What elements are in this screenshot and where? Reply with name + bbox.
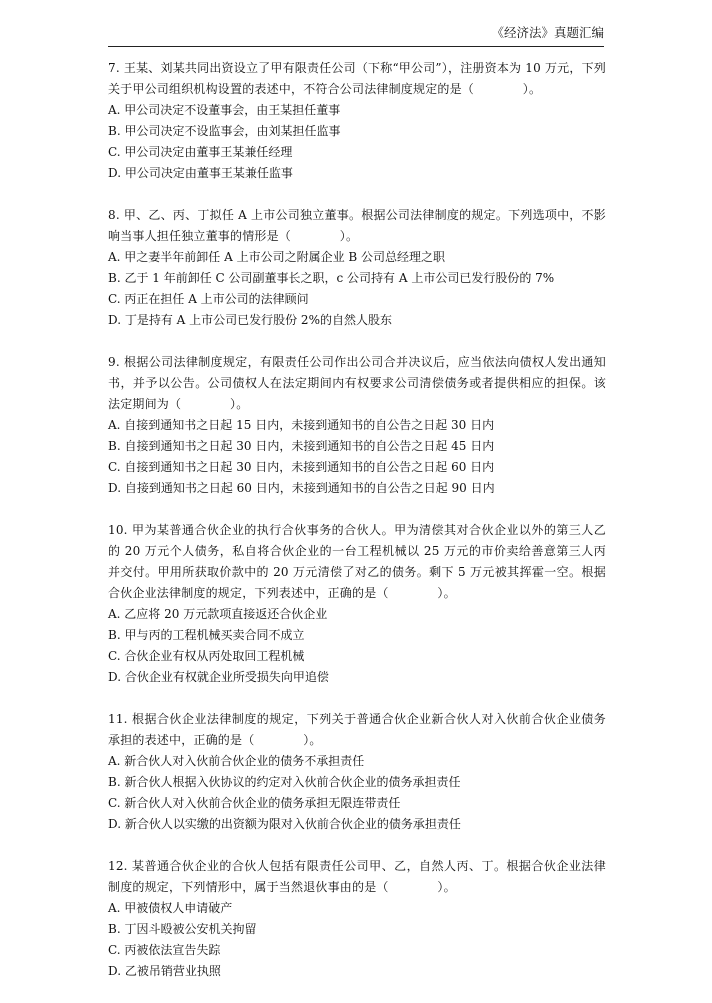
page-header [108, 24, 604, 47]
option-list [108, 898, 606, 982]
option-c: C. 甲公司决定由董事王某兼任经理 [108, 145, 293, 159]
question-10 [108, 520, 606, 688]
question-stem: 8. 甲、乙、丙、丁拟任 A 上市公司独立董事。根据公司法律制度的规定。下列选项中，不影响当事人担任独立董事的情形是（ ）。 [108, 208, 606, 243]
option-b: B. 自接到通知书之日起 30 日内，未接到通知书的自公告之日起 45 日内 [108, 439, 495, 453]
question-stem: 12. 某普通合伙企业的合伙人包括有限责任公司甲、乙，自然人丙、丁。根据合伙企业法律制度的规定，下列情形中，属于当然退伙事由的是（ ）。 [108, 859, 606, 894]
question-stem: 7. 王某、刘某共同出资设立了甲有限责任公司（下称“甲公司”），注册资本为 10 万元，下列关于甲公司组织机构设置的表述中，不符合公司法律制度规定的是（ ）。 [108, 61, 606, 96]
option-b: B. 新合伙人根据入伙协议的约定对入伙前合伙企业的债务承担责任 [108, 775, 461, 789]
question-11 [108, 709, 606, 835]
option-a: A. 乙应将 20 万元款项直接返还合伙企业 [108, 607, 328, 621]
option-d: D. 丁是持有 A 上市公司已发行股份 2%的自然人股东 [108, 313, 392, 327]
question-list [108, 58, 606, 1003]
question-stem: 10. 甲为某普通合伙企业的执行合伙事务的合伙人。甲为清偿其对合伙企业以外的第三人乙的 20 万元个人债务，私自将合伙企业的一台工程机械以 25 万元的市价卖给善意第三人丙并交付。甲用所获取价款中的 20 万元清偿了对乙的债务。剩下 5 万元被其挥霍一空。根据合伙企业法律制度的规定，下列表述中，正确的是（ ）。 [108, 523, 606, 600]
option-a: A. 新合伙人对入伙前合伙企业的债务不承担责任 [108, 754, 365, 768]
option-list [108, 415, 606, 499]
option-a: A. 自接到通知书之日起 15 日内，未接到通知书的自公告之日起 30 日内 [108, 418, 495, 432]
option-d: D. 合伙企业有权就企业所受损失向甲追偿 [108, 670, 329, 684]
question-stem: 11. 根据合伙企业法律制度的规定，下列关于普通合伙企业新合伙人对入伙前合伙企业债务承担的表述中，正确的是（ ）。 [108, 712, 606, 747]
option-b: B. 甲与丙的工程机械买卖合同不成立 [108, 628, 305, 642]
option-d: D. 甲公司决定由董事王某兼任监事 [108, 166, 293, 180]
option-b: B. 丁因斗殴被公安机关拘留 [108, 922, 257, 936]
option-c: C. 丙被依法宣告失踪 [108, 943, 221, 957]
option-a: A. 甲之妻半年前卸任 A 上市公司之附属企业 B 公司总经理之职 [108, 250, 446, 264]
question-12 [108, 856, 606, 982]
option-c: C. 丙正在担任 A 上市公司的法律顾问 [108, 292, 309, 306]
option-a: A. 甲公司决定不设董事会，由王某担任董事 [108, 103, 341, 117]
question-8 [108, 205, 606, 331]
option-b: B. 甲公司决定不设监事会，由刘某担任监事 [108, 124, 341, 138]
option-list [108, 247, 606, 331]
option-b: B. 乙于 1 年前卸任 C 公司副董事长之职，c 公司持有 A 上市公司已发行股份的 7% [108, 271, 555, 285]
option-c: C. 合伙企业有权从丙处取回工程机械 [108, 649, 305, 663]
option-list [108, 751, 606, 835]
question-9 [108, 352, 606, 499]
option-d: D. 自接到通知书之日起 60 日内，未接到通知书的自公告之日起 90 日内 [108, 481, 495, 495]
option-list [108, 100, 606, 184]
document-title: 《经济法》真题汇编 [491, 25, 604, 40]
option-c: C. 新合伙人对入伙前合伙企业的债务承担无限连带责任 [108, 796, 401, 810]
option-list [108, 604, 606, 688]
question-7 [108, 58, 606, 184]
option-d: D. 乙被吊销营业执照 [108, 964, 221, 978]
question-stem: 9. 根据公司法律制度规定，有限责任公司作出公司合并决议后，应当依法向债权人发出通知书，并予以公告。公司债权人在法定期间内有权要求公司清偿债务或者提供相应的担保。该法定期间为（ ）。 [108, 355, 606, 411]
option-a: A. 甲被债权人申请破产 [108, 901, 233, 915]
option-d: D. 新合伙人以实缴的出资额为限对入伙前合伙企业的债务承担责任 [108, 817, 461, 831]
option-c: C. 自接到通知书之日起 30 日内，未接到通知书的自公告之日起 60 日内 [108, 460, 495, 474]
